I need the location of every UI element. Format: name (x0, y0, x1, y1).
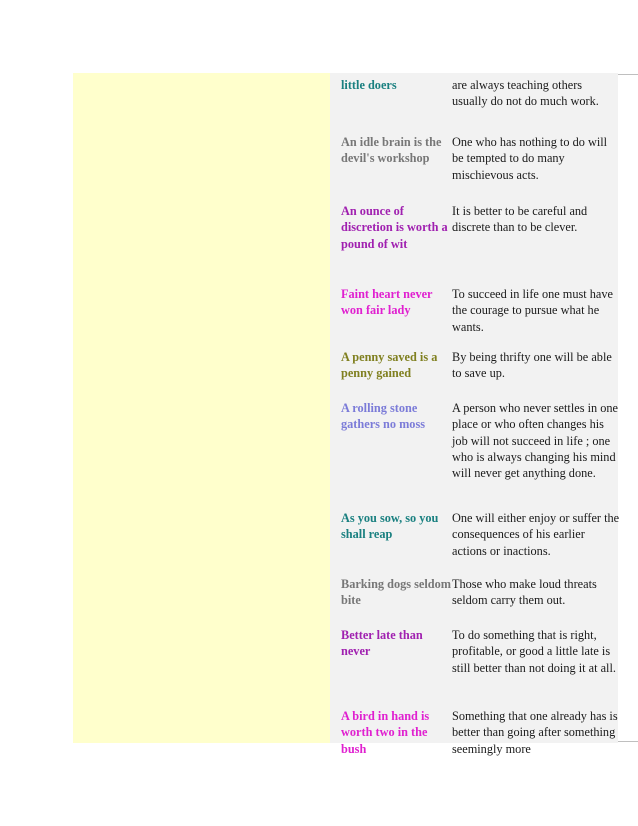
sidebar-panel (73, 73, 330, 743)
proverb-meaning: It is better to be careful and discrete than to be clever. (452, 204, 588, 235)
proverb-term: As you sow, so you shall reap (341, 511, 439, 542)
proverb-term: A penny saved is a penny gained (341, 350, 438, 381)
proverb-row (341, 286, 621, 349)
proverb-meaning: By being thrifty one will be able to save up. (452, 350, 612, 381)
proverb-row (341, 77, 621, 134)
proverb-row (341, 627, 621, 708)
proverb-term: An ounce of discretion is worth a pound of wit (341, 204, 448, 251)
proverb-row (341, 349, 621, 400)
proverb-row (341, 203, 621, 286)
proverb-term: Better late than never (341, 628, 423, 659)
proverb-meaning: To succeed in life one must have the courage to pursue what he wants. (452, 287, 613, 334)
page-edge-mark-bottom (618, 741, 638, 742)
proverb-term: An idle brain is the devil's workshop (341, 135, 442, 166)
proverb-term: Faint heart never won fair lady (341, 287, 433, 318)
proverb-meaning: A person who never settles in one place or who often changes his job will not succeed in life ; one who is always changing his mind will never get anything done. (452, 401, 618, 481)
proverb-row (341, 400, 621, 510)
proverb-meaning: One will either enjoy or suffer the consequences of his earlier actions or inactions. (452, 511, 620, 558)
proverb-meaning: are always teaching others usually do not do much work. (452, 78, 599, 109)
page-edge-mark-top (618, 74, 638, 75)
proverb-meaning: Something that one already has is better than going after something seemingly more (452, 709, 618, 756)
proverb-term: A bird in hand is worth two in the bush (341, 709, 430, 756)
proverb-term: Barking dogs seldom bite (341, 577, 452, 608)
proverb-meaning: One who has nothing to do will be tempted to do many mischievous acts. (452, 135, 608, 182)
proverb-list (341, 77, 621, 768)
proverb-row (341, 510, 621, 576)
proverb-row (341, 576, 621, 627)
proverb-meaning: To do something that is right, profitable, or good a little late is still better than not doing it at all. (452, 628, 616, 675)
proverb-row (341, 134, 621, 203)
proverb-row (341, 708, 621, 768)
proverb-term: A rolling stone gathers no moss (341, 401, 426, 432)
proverb-meaning: Those who make loud threats seldom carry them out. (452, 577, 597, 608)
proverb-term: little doers (341, 78, 397, 92)
